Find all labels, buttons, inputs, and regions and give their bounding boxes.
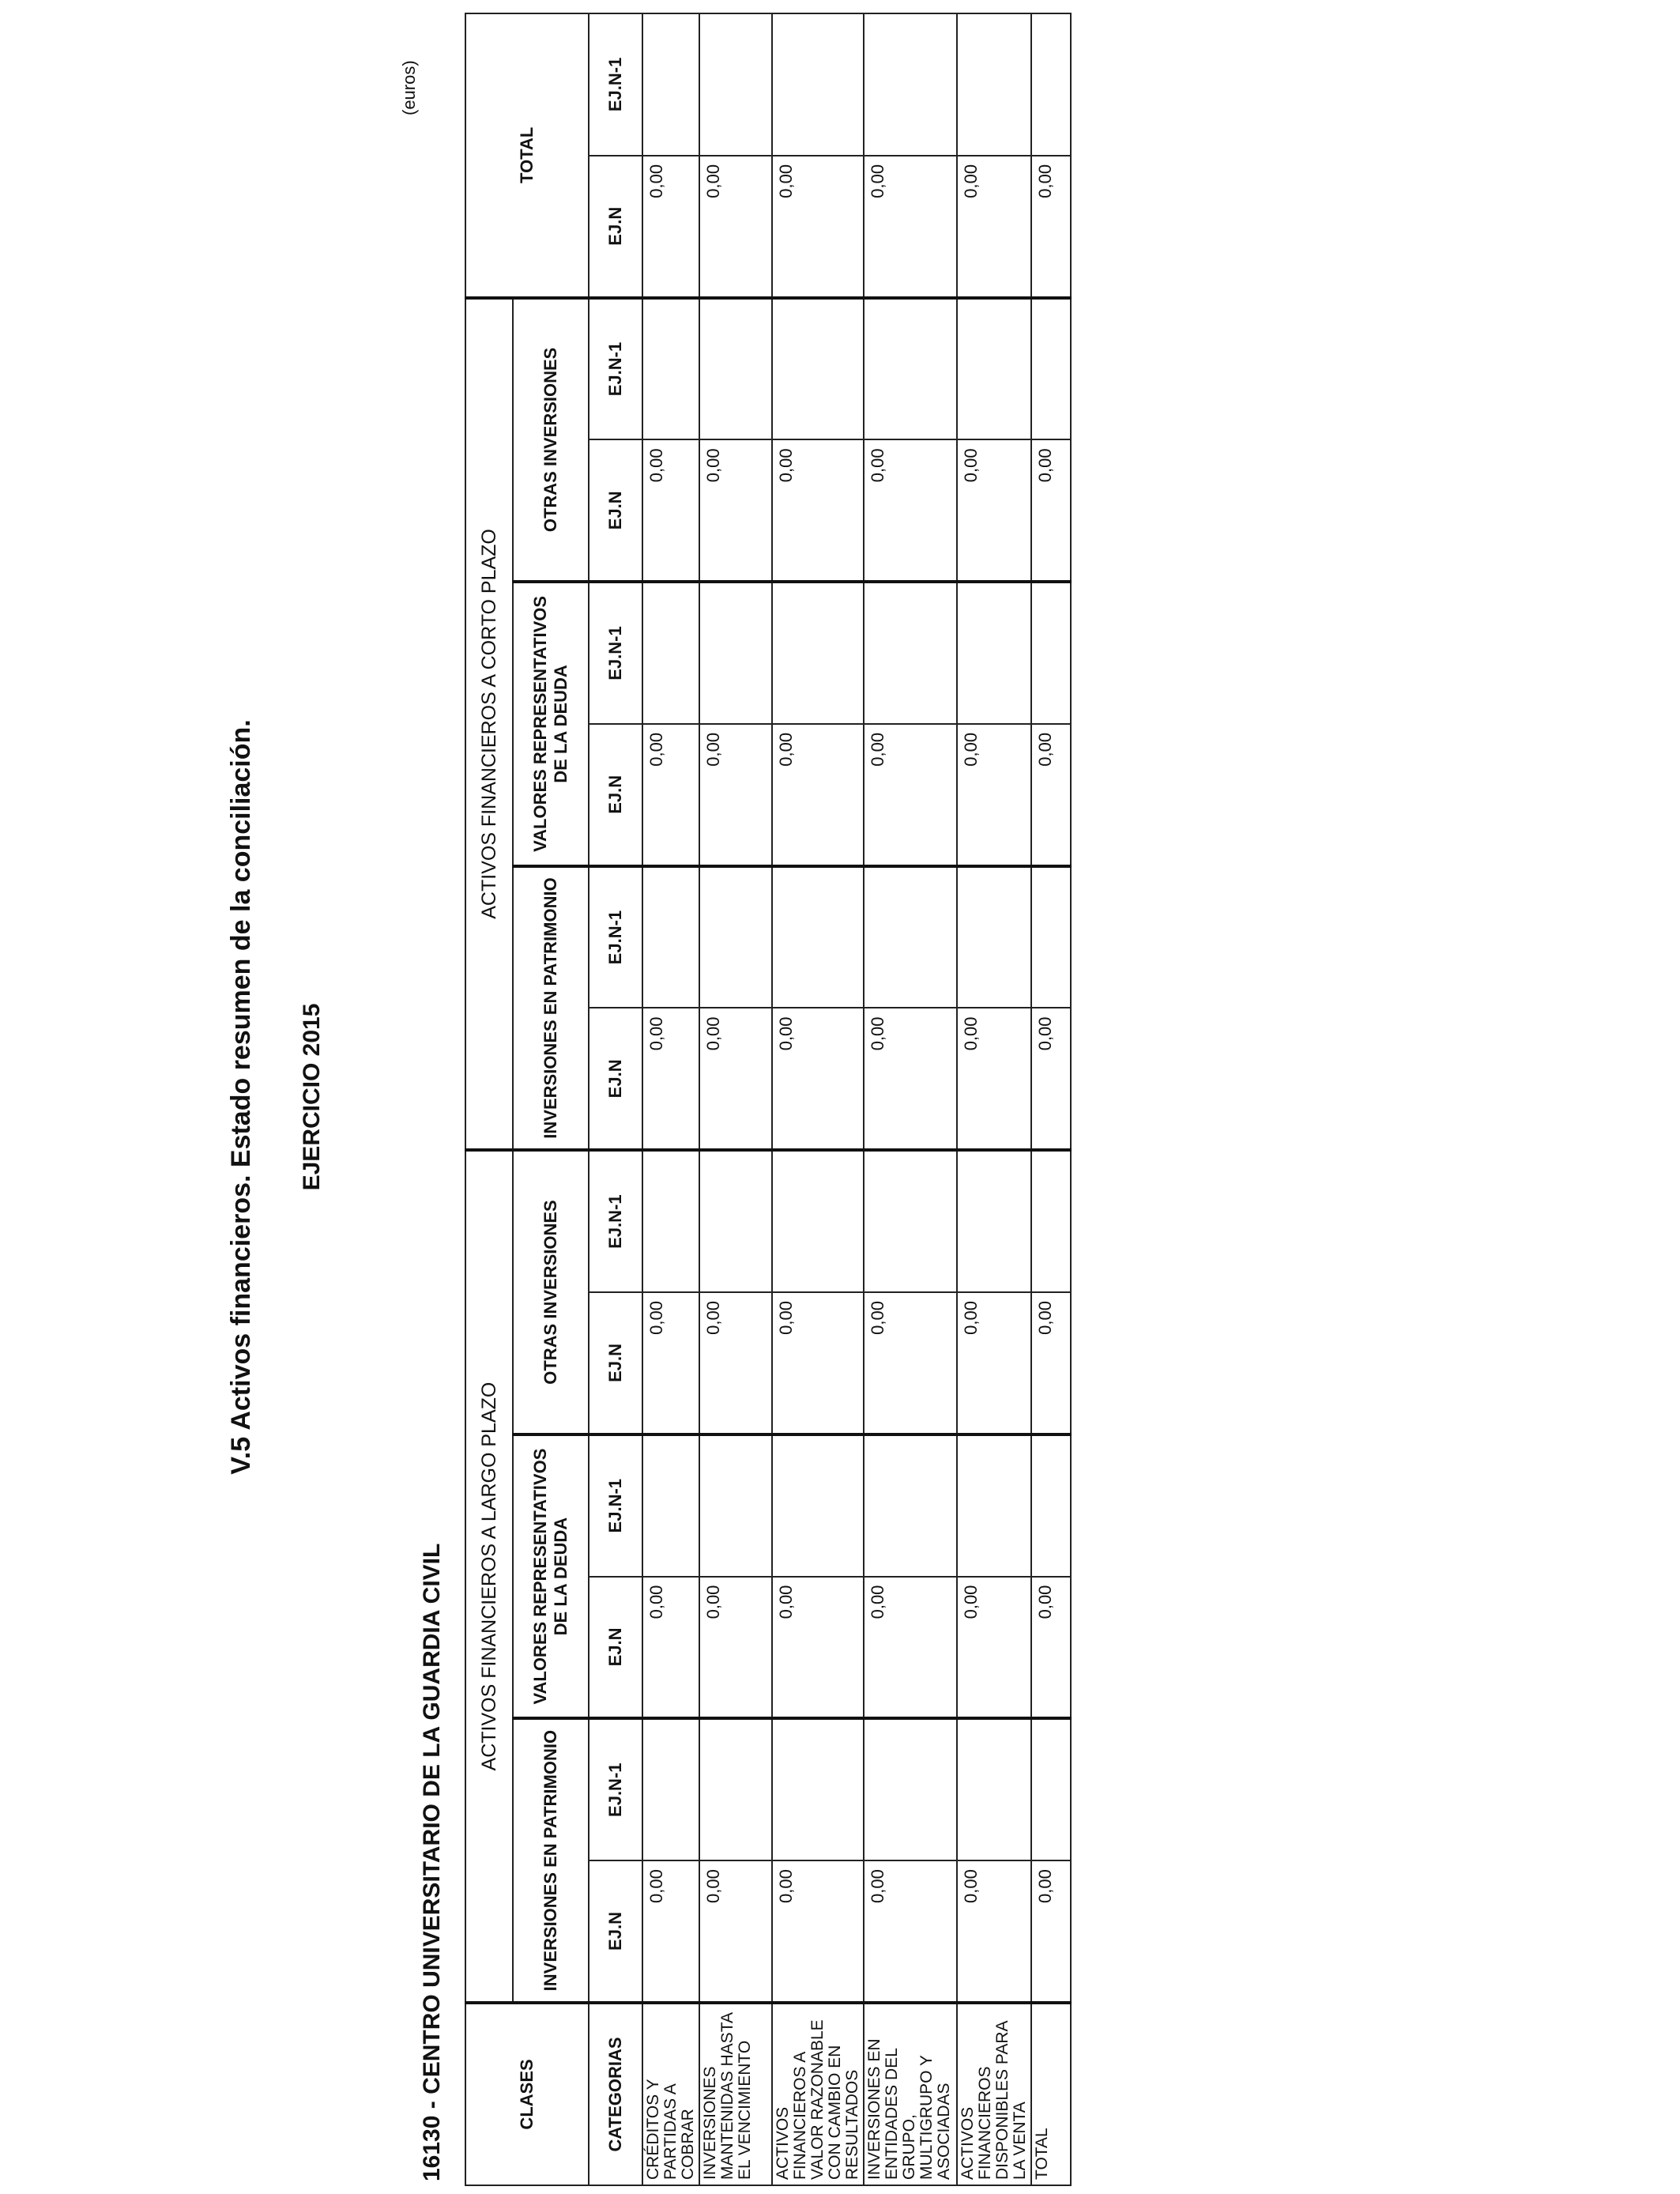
value-ej-n: 0,00: [864, 1292, 957, 1434]
row-category-label: INVERSIONES MANTENIDAS HASTA EL VENCIMIENTO: [699, 2003, 772, 2185]
financial-assets-table: [465, 13, 1072, 2186]
value-ej-n1: [699, 582, 772, 724]
value-ej-n1: [772, 866, 864, 1008]
value-ej-n: 0,00: [642, 439, 699, 582]
value-ej-n1: [699, 13, 772, 156]
value-ej-n: 0,00: [957, 1292, 1031, 1434]
table-body: [642, 13, 1071, 2185]
lp-valores-header: VALORES REPRESENTATIVOS DE LA DEUDA: [513, 1434, 589, 1719]
total-header: TOTAL: [465, 13, 589, 298]
ej-n-header: EJ.N: [589, 1292, 642, 1434]
lp-otras-header: OTRAS INVERSIONES: [513, 1150, 589, 1434]
value-ej-n: 0,00: [699, 1860, 772, 2003]
ej-n-header: EJ.N: [589, 724, 642, 866]
ej-n1-header: EJ.N-1: [589, 298, 642, 440]
value-ej-n1: [772, 298, 864, 440]
value-ej-n1: [864, 582, 957, 724]
value-ej-n1: [642, 1434, 699, 1577]
value-ej-n1: [864, 1434, 957, 1577]
value-ej-n: 0,00: [957, 1577, 1031, 1719]
value-ej-n: 0,00: [699, 439, 772, 582]
ej-n-header: EJ.N: [589, 1008, 642, 1150]
value-ej-n1: [1031, 1150, 1071, 1292]
value-ej-n: 0,00: [1031, 439, 1071, 582]
value-ej-n1: [1031, 13, 1071, 156]
table-row: [699, 13, 772, 2185]
value-ej-n1: [1031, 1434, 1071, 1577]
value-ej-n: 0,00: [1031, 1292, 1071, 1434]
table-row: [642, 13, 699, 2185]
value-ej-n1: [957, 1434, 1031, 1577]
value-ej-n: 0,00: [642, 1008, 699, 1150]
ej-n1-header: EJ.N-1: [589, 1434, 642, 1577]
ej-n1-header: EJ.N-1: [589, 1150, 642, 1292]
value-ej-n1: [699, 1718, 772, 1860]
value-ej-n: 0,00: [772, 1577, 864, 1719]
value-ej-n1: [699, 866, 772, 1008]
value-ej-n: 0,00: [1031, 156, 1071, 298]
value-ej-n: 0,00: [1031, 1008, 1071, 1150]
short-term-group-header: ACTIVOS FINANCIEROS A CORTO PLAZO: [465, 298, 513, 1151]
value-ej-n: 0,00: [642, 1860, 699, 2003]
value-ej-n: 0,00: [699, 1577, 772, 1719]
ej-n1-header: EJ.N-1: [589, 1718, 642, 1860]
value-ej-n: 0,00: [772, 1292, 864, 1434]
value-ej-n: 0,00: [772, 1860, 864, 2003]
long-term-group-header: ACTIVOS FINANCIEROS A LARGO PLAZO: [465, 1150, 513, 2003]
entity-name: 16130 - CENTRO UNIVERSITARIO DE LA GUARDIA CIVIL: [419, 1543, 445, 2181]
row-category-label: INVERSIONES EN ENTIDADES DEL GRUPO, MULTIGRUPO Y ASOCIADAS: [864, 2003, 957, 2185]
value-ej-n1: [1031, 298, 1071, 440]
ej-n-header: EJ.N: [589, 156, 642, 298]
value-ej-n1: [864, 13, 957, 156]
currency-unit: (euros): [399, 60, 419, 115]
value-ej-n1: [1031, 1718, 1071, 1860]
table-row: [772, 13, 864, 2185]
value-ej-n: 0,00: [864, 156, 957, 298]
value-ej-n: 0,00: [957, 439, 1031, 582]
row-category-label: TOTAL: [1031, 2003, 1071, 2185]
value-ej-n1: [772, 13, 864, 156]
ej-n-header: EJ.N: [589, 1577, 642, 1719]
value-ej-n: 0,00: [1031, 1860, 1071, 2003]
value-ej-n: 0,00: [957, 724, 1031, 866]
value-ej-n1: [699, 1434, 772, 1577]
document-title: V.5 Activos financieros. Estado resumen de la conciliación.: [226, 719, 256, 1475]
value-ej-n: 0,00: [772, 1008, 864, 1150]
value-ej-n1: [957, 298, 1031, 440]
value-ej-n1: [957, 1150, 1031, 1292]
value-ej-n1: [957, 13, 1031, 156]
value-ej-n: 0,00: [699, 724, 772, 866]
value-ej-n: 0,00: [642, 1577, 699, 1719]
ej-n1-header: EJ.N-1: [589, 866, 642, 1008]
ej-n-header: EJ.N: [589, 1860, 642, 2003]
table-row: [957, 13, 1031, 2185]
categorias-header: CATEGORIAS: [589, 2003, 642, 2185]
value-ej-n: 0,00: [772, 724, 864, 866]
table-row: [864, 13, 957, 2185]
value-ej-n1: [864, 298, 957, 440]
value-ej-n: 0,00: [957, 1860, 1031, 2003]
value-ej-n: 0,00: [957, 1008, 1031, 1150]
value-ej-n1: [642, 298, 699, 440]
value-ej-n: 0,00: [864, 1577, 957, 1719]
value-ej-n1: [642, 13, 699, 156]
clases-header: CLASES: [465, 2003, 589, 2185]
value-ej-n1: [864, 1718, 957, 1860]
value-ej-n: 0,00: [772, 156, 864, 298]
value-ej-n1: [864, 1150, 957, 1292]
value-ej-n: 0,00: [699, 1008, 772, 1150]
ej-n1-header: EJ.N-1: [589, 13, 642, 156]
value-ej-n: 0,00: [699, 156, 772, 298]
value-ej-n: 0,00: [864, 1860, 957, 2003]
value-ej-n1: [642, 866, 699, 1008]
value-ej-n: 0,00: [772, 439, 864, 582]
value-ej-n1: [772, 1150, 864, 1292]
row-category-label: CRÉDITOS Y PARTIDAS A COBRAR: [642, 2003, 699, 2185]
value-ej-n: 0,00: [642, 156, 699, 298]
row-category-label: ACTIVOS FINANCIEROS A VALOR RAZONABLE CON CAMBIO EN RESULTADOS: [772, 2003, 864, 2185]
value-ej-n1: [699, 1150, 772, 1292]
value-ej-n1: [642, 1718, 699, 1860]
value-ej-n1: [1031, 866, 1071, 1008]
value-ej-n: 0,00: [957, 156, 1031, 298]
cp-valores-header: VALORES REPRESENTATIVOS DE LA DEUDA: [513, 582, 589, 866]
value-ej-n1: [772, 1434, 864, 1577]
lp-patrimonio-header: INVERSIONES EN PATRIMONIO: [513, 1718, 589, 2003]
value-ej-n1: [864, 866, 957, 1008]
value-ej-n1: [642, 1150, 699, 1292]
value-ej-n1: [772, 582, 864, 724]
fiscal-year: EJERCICIO 2015: [299, 1003, 325, 1191]
value-ej-n: 0,00: [1031, 724, 1071, 866]
value-ej-n1: [772, 1718, 864, 1860]
value-ej-n1: [957, 1718, 1031, 1860]
value-ej-n1: [957, 582, 1031, 724]
value-ej-n: 0,00: [1031, 1577, 1071, 1719]
cp-patrimonio-header: INVERSIONES EN PATRIMONIO: [513, 866, 589, 1151]
value-ej-n: 0,00: [642, 724, 699, 866]
cp-otras-header: OTRAS INVERSIONES: [513, 298, 589, 582]
value-ej-n: 0,00: [699, 1292, 772, 1434]
value-ej-n: 0,00: [642, 1292, 699, 1434]
value-ej-n: 0,00: [864, 724, 957, 866]
value-ej-n1: [699, 298, 772, 440]
value-ej-n1: [957, 866, 1031, 1008]
table-row: [1031, 13, 1071, 2185]
ej-n1-header: EJ.N-1: [589, 582, 642, 724]
value-ej-n1: [1031, 582, 1071, 724]
value-ej-n1: [642, 582, 699, 724]
row-category-label: ACTIVOS FINANCIEROS DISPONIBLES PARA LA VENTA: [957, 2003, 1031, 2185]
ej-n-header: EJ.N: [589, 439, 642, 582]
value-ej-n: 0,00: [864, 439, 957, 582]
value-ej-n: 0,00: [864, 1008, 957, 1150]
